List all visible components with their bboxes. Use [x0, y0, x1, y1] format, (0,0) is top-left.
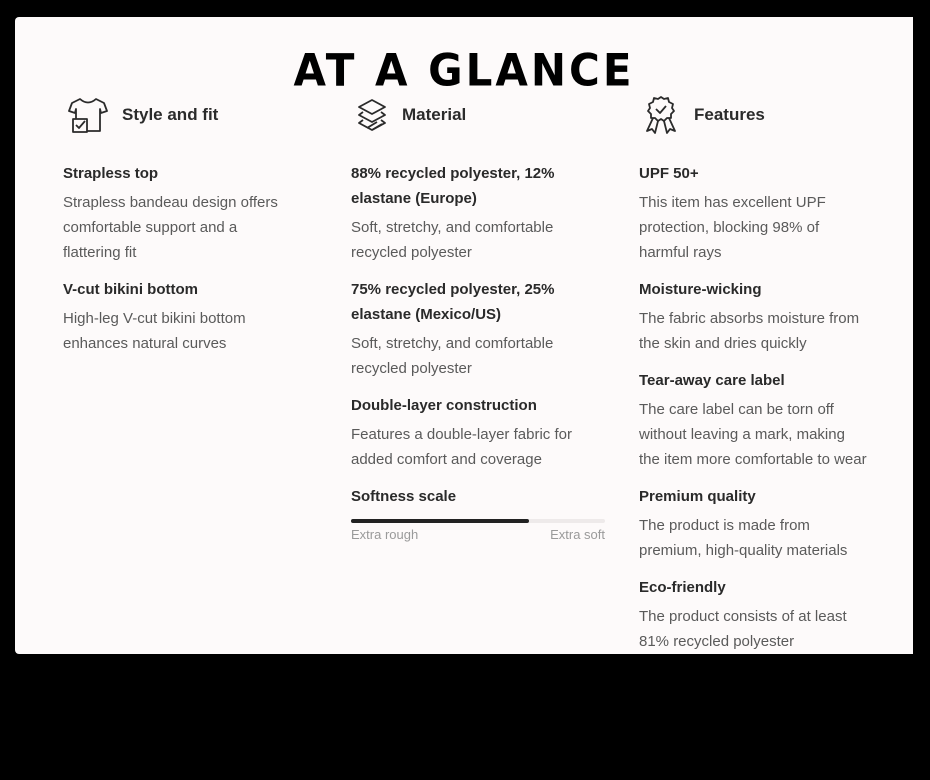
item-title: V-cut bikini bottom	[63, 281, 198, 298]
item-description	[351, 422, 613, 472]
desc-line: recycled polyester	[351, 244, 472, 261]
feature-item	[351, 393, 613, 472]
title-line: elastane (Europe)	[351, 190, 477, 207]
at-a-glance-card	[15, 17, 913, 654]
item-title: Double-layer construction	[351, 397, 537, 414]
item-description	[351, 331, 613, 381]
item-description	[639, 190, 875, 265]
item-description	[639, 397, 875, 472]
feature-item	[639, 277, 875, 356]
item-description	[63, 306, 325, 356]
column-features	[639, 95, 875, 654]
desc-line: The care label can be torn off	[639, 401, 834, 418]
feature-item	[351, 161, 613, 265]
title-line: elastane (Mexico/US)	[351, 306, 502, 323]
column-style-and-fit	[63, 95, 325, 368]
desc-line: the item more comfortable to wear	[639, 451, 867, 468]
title-line: 75% recycled polyester, 25%	[351, 281, 555, 298]
column-material	[351, 95, 613, 542]
column-header	[351, 95, 613, 135]
desc-line: without leaving a mark, making	[639, 426, 845, 443]
desc-line: enhances natural curves	[63, 335, 227, 352]
desc-line: flattering fit	[63, 244, 137, 261]
desc-line: harmful rays	[639, 244, 722, 261]
desc-line: Soft, stretchy, and comfortable	[351, 219, 554, 236]
item-description	[639, 513, 875, 563]
softness-scale-track	[351, 519, 605, 523]
desc-line: the skin and dries quickly	[639, 335, 807, 352]
award-ribbon-icon	[643, 95, 687, 135]
item-title: Strapless top	[63, 165, 159, 182]
desc-line: This item has excellent UPF	[639, 194, 826, 211]
softness-scale-fill	[351, 519, 529, 523]
desc-line: Strapless bandeau design offers	[63, 194, 278, 211]
desc-line: The product is made from	[639, 517, 810, 534]
item-title: UPF 50+	[639, 165, 699, 182]
title-line: 88% recycled polyester, 12%	[351, 165, 555, 182]
feature-item	[63, 277, 325, 356]
item-description	[639, 604, 875, 654]
desc-line: recycled polyester	[351, 360, 472, 377]
softness-scale-title: Softness scale	[351, 488, 457, 505]
tshirt-check-icon	[67, 95, 111, 135]
desc-line: 81% recycled polyester	[639, 633, 795, 650]
desc-line: Soft, stretchy, and comfortable	[351, 335, 554, 352]
column-heading: Material	[402, 105, 467, 124]
scale-max-label: Extra soft	[550, 527, 605, 542]
softness-scale	[351, 484, 613, 542]
feature-item	[639, 368, 875, 472]
feature-item	[639, 484, 875, 563]
desc-line: protection, blocking 98% of	[639, 219, 820, 236]
feature-item	[639, 575, 875, 654]
desc-line: The fabric absorbs moisture from	[639, 310, 860, 327]
item-title: Moisture-wicking	[639, 281, 762, 298]
desc-line: The product consists of at least	[639, 608, 847, 625]
desc-line: added comfort and coverage	[351, 451, 542, 468]
desc-line: comfortable support and a	[63, 219, 238, 236]
item-title	[351, 277, 613, 327]
desc-line: Features a double-layer fabric for	[351, 426, 572, 443]
desc-line: premium, high-quality materials	[639, 542, 848, 559]
item-title: Tear-away care label	[639, 372, 785, 389]
layers-icon	[355, 95, 399, 135]
desc-line: High-leg V-cut bikini bottom	[63, 310, 246, 327]
item-title: Premium quality	[639, 488, 756, 505]
softness-scale-labels	[351, 527, 605, 542]
page-title: AT A GLANCE	[293, 44, 635, 97]
column-heading: Style and fit	[122, 105, 219, 124]
feature-item	[639, 161, 875, 265]
column-heading: Features	[694, 105, 765, 124]
item-title	[351, 161, 613, 211]
feature-item	[63, 161, 325, 265]
column-header	[63, 95, 325, 135]
feature-item	[351, 277, 613, 381]
item-title: Eco-friendly	[639, 579, 726, 596]
item-description	[63, 190, 325, 265]
item-description	[639, 306, 875, 356]
scale-min-label: Extra rough	[351, 527, 419, 542]
item-description	[351, 215, 613, 265]
column-header	[639, 95, 875, 135]
